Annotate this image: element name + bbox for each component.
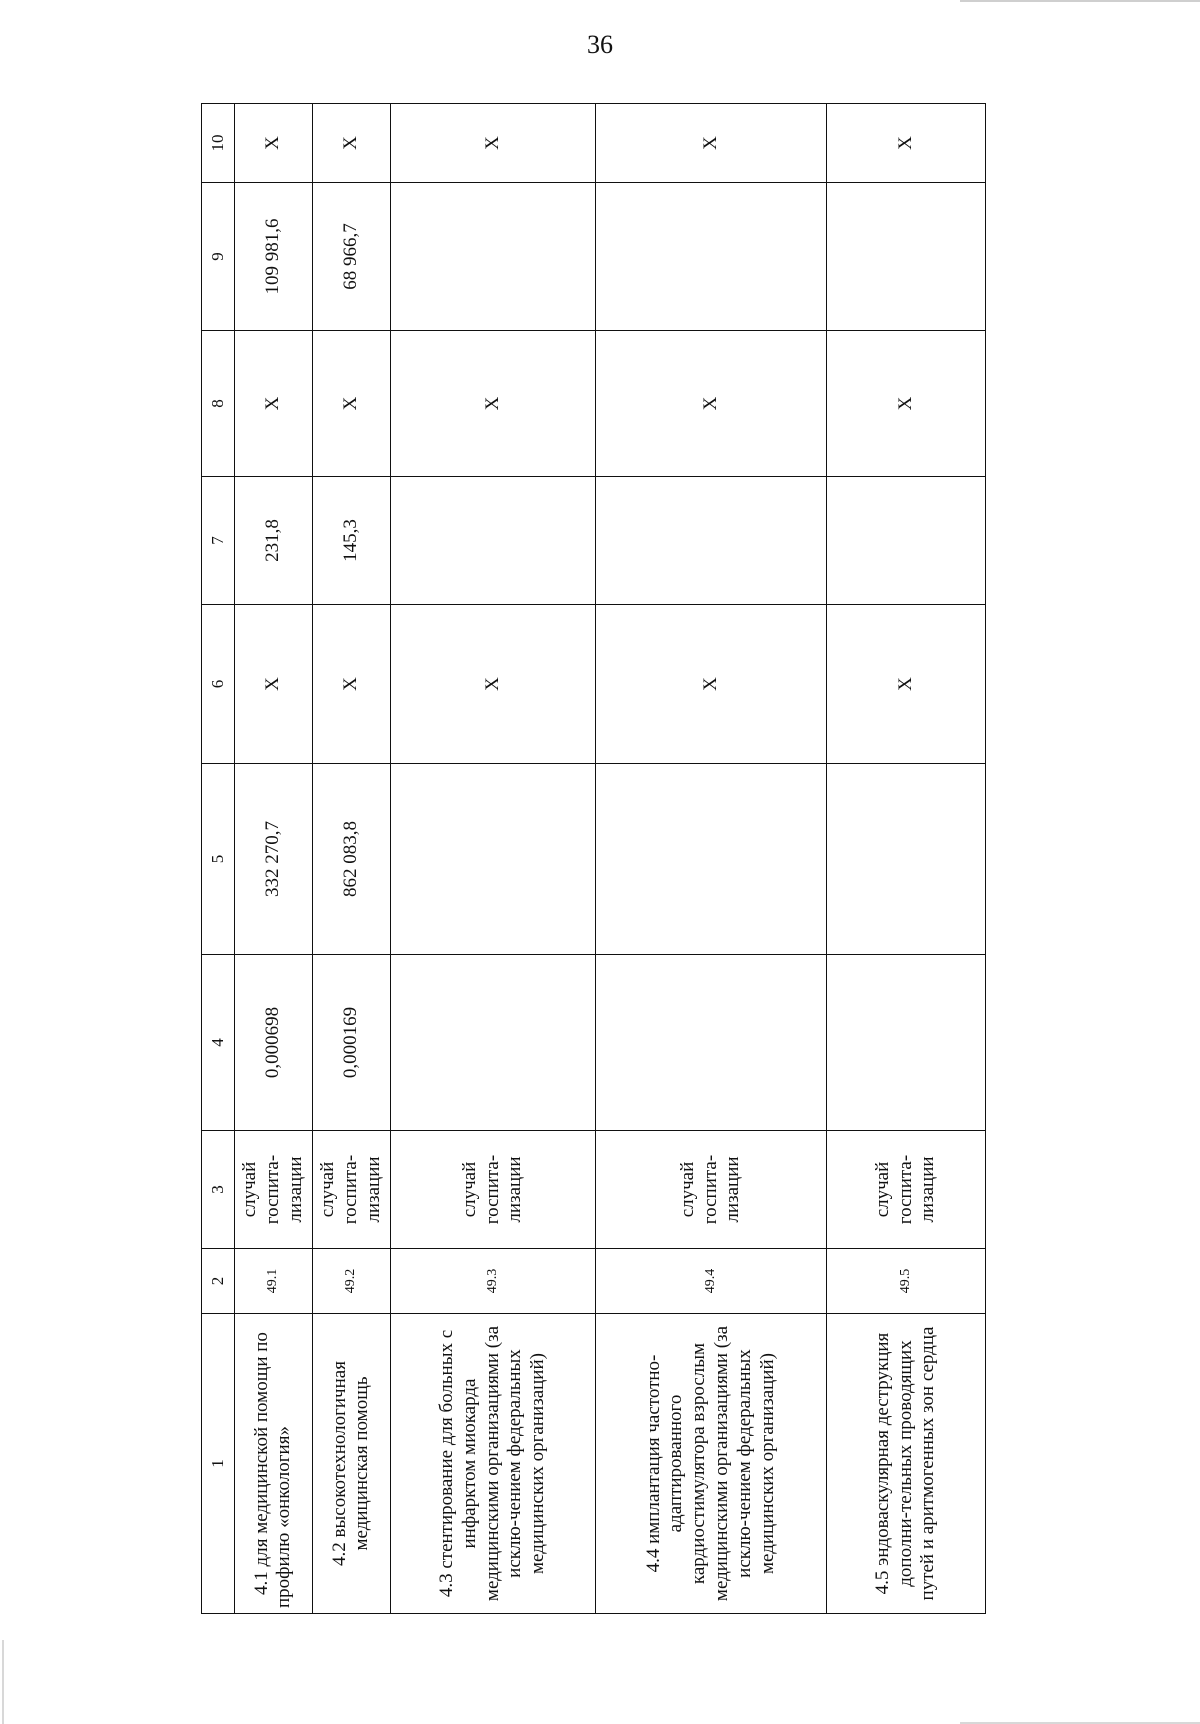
row-value-col9: 68 966,7 (312, 183, 390, 331)
row-value-col6: Х (312, 605, 390, 764)
row-value-col7: 145,3 (312, 477, 390, 605)
row-value-col7 (390, 477, 595, 605)
col-header-8: 8 (202, 331, 235, 477)
row-value-col4 (596, 955, 827, 1131)
row-value-col9: 109 981,6 (235, 183, 313, 331)
row-description: 4.4 имплантация частотно-адаптированного кардиостимулятора взрослым медицинскими организациями (за исклю-чением федеральных медицинских организаций) (596, 1314, 827, 1614)
row-value-col7: 231,8 (235, 477, 313, 605)
row-value-col5: 862 083,8 (312, 764, 390, 955)
row-value-col10: Х (390, 104, 595, 183)
row-value-col8: Х (312, 331, 390, 477)
row-description: 4.5 эндоваскулярная деструкция дополни-тельных проводящих путей и аритмогенных зон сердца (826, 1314, 985, 1614)
table-row (596, 104, 827, 1614)
table-row (235, 104, 313, 1614)
row-value-col7 (596, 477, 827, 605)
row-value-col8: Х (235, 331, 313, 477)
table-header-row (202, 104, 235, 1614)
row-unit: случай госпита-лизации (596, 1131, 827, 1249)
row-value-col5 (826, 764, 985, 955)
row-unit: случай госпита-лизации (312, 1131, 390, 1249)
row-unit: случай госпита-лизации (235, 1131, 313, 1249)
rotated-table-container (201, 104, 986, 1614)
row-value-col4 (390, 955, 595, 1131)
table-row (390, 104, 595, 1614)
page-number: 36 (587, 30, 613, 59)
col-header-4: 4 (202, 955, 235, 1131)
row-value-col6: Х (596, 605, 827, 764)
row-unit: случай госпита-лизации (826, 1131, 985, 1249)
row-description: 4.1 для медицинской помощи по профилю «онкология» (235, 1314, 313, 1614)
row-value-col9 (390, 183, 595, 331)
row-value-col10: Х (235, 104, 313, 183)
row-unit: случай госпита-лизации (390, 1131, 595, 1249)
row-line-number: 49.4 (596, 1249, 827, 1314)
col-header-6: 6 (202, 605, 235, 764)
row-value-col9 (826, 183, 985, 331)
row-value-col10: Х (826, 104, 985, 183)
col-header-3: 3 (202, 1131, 235, 1249)
row-value-col5 (390, 764, 595, 955)
scan-edge-left (2, 1640, 4, 1724)
row-value-col4: 0,000698 (235, 955, 313, 1131)
row-value-col7 (826, 477, 985, 605)
row-line-number: 49.1 (235, 1249, 313, 1314)
col-header-10: 10 (202, 104, 235, 183)
data-table (201, 103, 986, 1614)
row-value-col5 (596, 764, 827, 955)
row-value-col4 (826, 955, 985, 1131)
scan-edge-top (960, 0, 1200, 2)
row-value-col5: 332 270,7 (235, 764, 313, 955)
col-header-7: 7 (202, 477, 235, 605)
col-header-1: 1 (202, 1314, 235, 1614)
table-row (312, 104, 390, 1614)
row-value-col8: Х (596, 331, 827, 477)
row-line-number: 49.5 (826, 1249, 985, 1314)
col-header-9: 9 (202, 183, 235, 331)
row-value-col9 (596, 183, 827, 331)
col-header-5: 5 (202, 764, 235, 955)
row-value-col6: Х (390, 605, 595, 764)
row-value-col10: Х (312, 104, 390, 183)
row-value-col6: Х (235, 605, 313, 764)
row-description: 4.3 стентирование для больных с инфарктом миокарда медицинскими организациями (за исклю-чением федеральных медицинских организаций) (390, 1314, 595, 1614)
row-line-number: 49.2 (312, 1249, 390, 1314)
col-header-2: 2 (202, 1249, 235, 1314)
row-value-col6: Х (826, 605, 985, 764)
row-value-col4: 0,000169 (312, 955, 390, 1131)
row-description: 4.2 высокотехнологичная медицинская помощь (312, 1314, 390, 1614)
row-value-col10: Х (596, 104, 827, 183)
table-row (826, 104, 985, 1614)
row-value-col8: Х (390, 331, 595, 477)
row-line-number: 49.3 (390, 1249, 595, 1314)
row-value-col8: Х (826, 331, 985, 477)
